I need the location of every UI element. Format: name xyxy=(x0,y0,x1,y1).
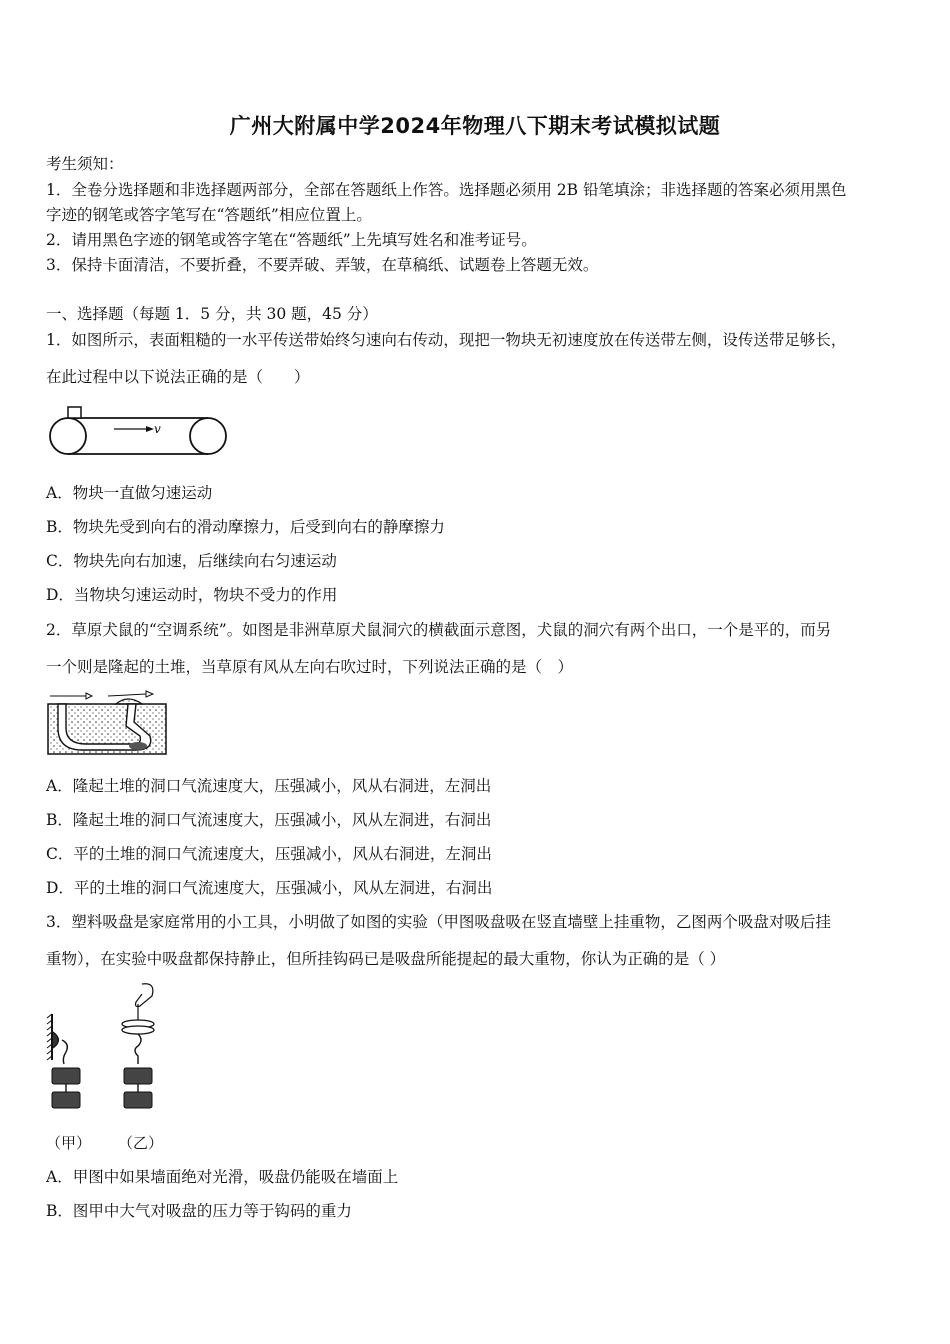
q1-option-c: C．物块先向右加速，后继续向右匀速运动 xyxy=(46,552,337,570)
q3-stem-b: 重物），在实验中吸盘都保持静止，但所挂钩码已是吸盘所能提起的最大重物，你认为正确的是（ ） xyxy=(46,950,726,968)
figure-label-yi: （乙） xyxy=(118,1134,164,1152)
suction-cup-icon xyxy=(53,1032,59,1048)
q1-stem-b: 在此过程中以下说法正确的是（ ） xyxy=(46,368,310,386)
q2-option-d: D．平的土堆的洞口气流速度大，压强减小，风从左洞进，右洞出 xyxy=(46,879,493,897)
prairie-dog-icon xyxy=(129,742,147,750)
q2-option-a: A．隆起土堆的洞口气流速度大，压强减小，风从右洞进，左洞出 xyxy=(46,777,492,795)
weight-icon xyxy=(52,1068,80,1084)
q3-option-a: A．甲图中如果墙面绝对光滑，吸盘仍能吸在墙面上 xyxy=(46,1168,399,1186)
notice-item-3: 3．保持卡面清洁，不要折叠，不要弄破、弄皱，在草稿纸、试题卷上答题无效。 xyxy=(46,256,599,274)
burrow-figure xyxy=(46,690,170,756)
q3-option-b: B．图甲中大气对吸盘的压力等于钩码的重力 xyxy=(46,1202,352,1220)
weight-icon xyxy=(124,1092,152,1108)
hand-icon xyxy=(136,984,153,1007)
block-icon xyxy=(68,407,81,418)
notice-heading: 考生须知： xyxy=(46,155,124,173)
q1-option-b: B．物块先受到向右的滑动摩擦力，后受到向右的静摩擦力 xyxy=(46,518,445,536)
section-heading: 一、选择题（每题 1．5 分，共 30 题，45 分） xyxy=(46,305,378,323)
conveyor-belt-figure xyxy=(46,402,230,458)
q1-option-d: D．当物块匀速运动时，物块不受力的作用 xyxy=(46,586,338,604)
weight-icon xyxy=(52,1092,80,1108)
suction-cup-figure xyxy=(44,980,174,1122)
velocity-label: v xyxy=(154,422,161,436)
q2-option-c: C．平的土堆的洞口气流速度大，压强减小，风从右洞进，左洞出 xyxy=(46,845,492,863)
q1-stem-a: 1．如图所示，表面粗糙的一水平传送带始终匀速向右传动，现把一物块无初速度放在传送带左侧，设传送带足够长， xyxy=(46,331,847,349)
notice-item-2: 2．请用黑色字迹的钢笔或答字笔在“答题纸”上先填写姓名和准考证号。 xyxy=(46,231,537,249)
q2-option-b: B．隆起土堆的洞口气流速度大，压强减小，风从左洞进，右洞出 xyxy=(46,811,492,829)
notice-item-1a: 1．全卷分选择题和非选择题两部分，全部在答题纸上作答。选择题必须用 2B 铅笔填涂；非选择题的答案必须用黑色 xyxy=(46,181,847,199)
q2-stem-a: 2．草原犬鼠的“空调系统”。如图是非洲草原犬鼠洞穴的横截面示意图，犬鼠的洞穴有两个出口，一个是平的，而另 xyxy=(46,621,832,639)
notice-item-1b: 字迹的钢笔或答字笔写在“答题纸”相应位置上。 xyxy=(46,206,372,224)
page-title: 广州大附属中学2024年物理八下期末考试模拟试题 xyxy=(229,114,721,138)
q2-stem-b: 一个则是隆起的土堆，当草原有风从左向右吹过时，下列说法正确的是（ ） xyxy=(46,658,574,676)
q1-option-a: A．物块一直做匀速运动 xyxy=(46,484,213,502)
q3-stem-a: 3．塑料吸盘是家庭常用的小工具，小明做了如图的实验（甲图吸盘吸在竖直墙壁上挂重物，乙图两个吸盘对吸后挂 xyxy=(46,913,831,931)
figure-label-jia: （甲） xyxy=(46,1134,92,1152)
weight-icon xyxy=(124,1068,152,1084)
